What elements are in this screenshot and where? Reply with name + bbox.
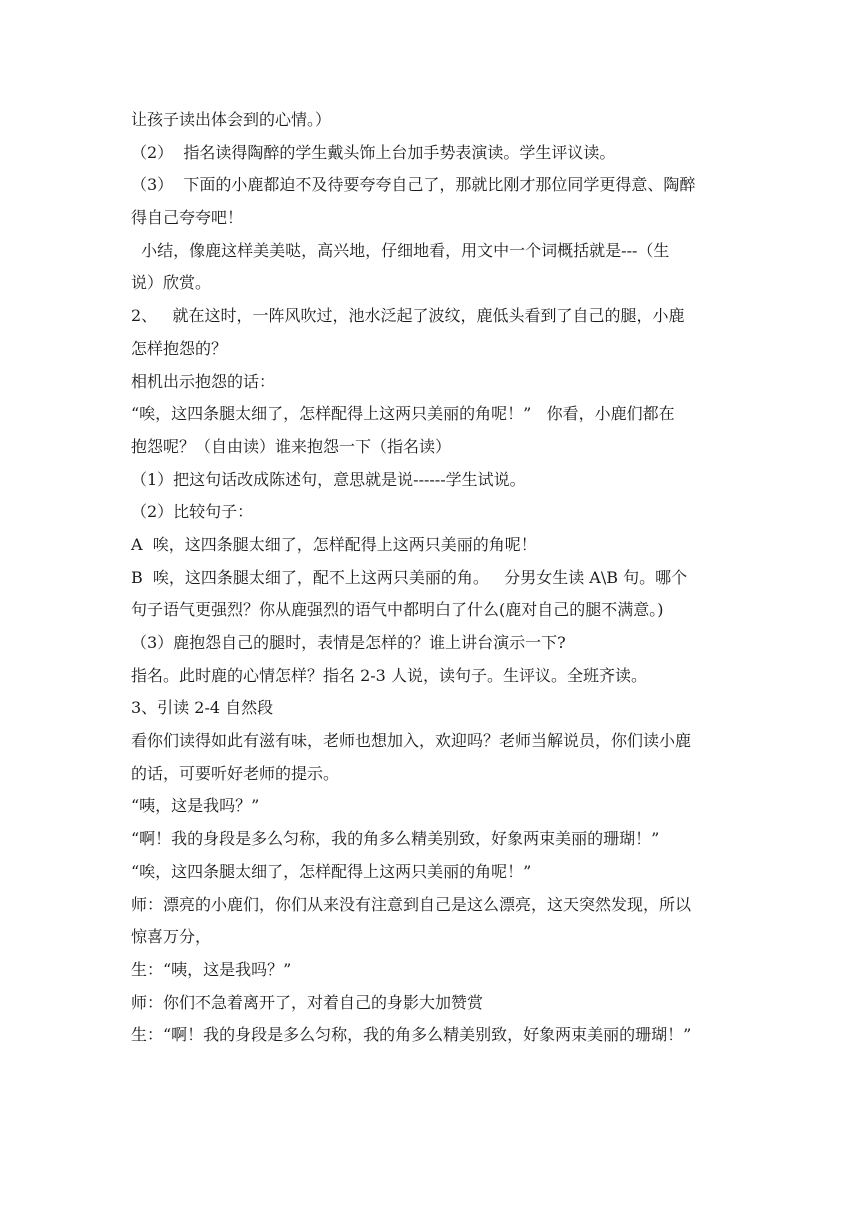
text-line: 2、 就在这时，一阵风吹过，池水泛起了波纹，鹿低头看到了自己的腿，小鹿 bbox=[131, 306, 685, 326]
document-body bbox=[131, 104, 736, 1052]
text-line: 说）欣赏。 bbox=[131, 273, 212, 293]
text-line: 怎样抱怨的？ bbox=[131, 338, 228, 358]
text-line: “唉，这四条腿太细了，怎样配得上这两只美丽的角呢！” bbox=[131, 861, 532, 881]
text-line: 小结，像鹿这样美美哒，高兴地，仔细地看，用文中一个词概括就是---（生 bbox=[131, 240, 670, 260]
text-line: （2）比较句子： bbox=[131, 502, 254, 522]
text-line: 看你们读得如此有滋有味，老师也想加入，欢迎吗？老师当解说员，你们读小鹿 bbox=[131, 731, 692, 751]
text-line: 抱怨呢？（自由读）谁来抱怨一下（指名读） bbox=[131, 436, 452, 456]
text-line: “啊！我的身段是多么匀称，我的角多么精美别致，好象两束美丽的珊瑚！” bbox=[131, 829, 660, 849]
text-line: B 唉，这四条腿太细了，配不上这两只美丽的角。 分男女生读 A\B 句。哪个 bbox=[131, 567, 688, 587]
text-line: （3） 下面的小鹿都迫不及待要夸夸自己了，那就比刚才那位同学更得意、陶醉 bbox=[131, 175, 696, 195]
text-line: 师：漂亮的小鹿们，你们从来没有注意到自己是这么漂亮，这天突然发现，所以 bbox=[131, 894, 692, 914]
text-line: 让孩子读出体会到的心情。） bbox=[131, 110, 332, 129]
text-line: 生：“咦，这是我吗？” bbox=[131, 959, 292, 979]
text-line: 句子语气更强烈？你从鹿强烈的语气中都明白了什么(鹿对自己的腿不满意。) bbox=[131, 600, 664, 620]
text-line: A 唉，这四条腿太细了，怎样配得上这两只美丽的角呢！ bbox=[131, 534, 537, 554]
text-line: 3、引读 2-4 自然段 bbox=[131, 698, 274, 718]
text-line: 指名。此时鹿的心情怎样？指名 2-3 人说，读句子。生评议。全班齐读。 bbox=[131, 665, 647, 685]
text-line: 得自己夸夸吧！ bbox=[131, 208, 244, 228]
text-line: 生：“啊！我的身段是多么匀称，我的角多么精美别致，好象两束美丽的珊瑚！” bbox=[131, 1025, 692, 1045]
text-line: （3）鹿抱怨自己的腿时，表情是怎样的？谁上讲台演示一下? bbox=[131, 633, 566, 652]
text-line: 的话，可要听好老师的提示。 bbox=[131, 763, 340, 783]
text-line: “唉，这四条腿太细了，怎样配得上这两只美丽的角呢！” 你看，小鹿们都在 bbox=[131, 404, 675, 424]
text-line: （2） 指名读得陶醉的学生戴头饰上台加手势表演读。学生评议读。 bbox=[131, 142, 616, 162]
text-line: 相机出示抱怨的话： bbox=[131, 371, 276, 391]
text-line: （1）把这句话改成陈述句，意思就是说------学生试说。 bbox=[131, 469, 526, 489]
text-line: 师：你们不急着离开了，对着自己的身影大加赞赏 bbox=[131, 992, 484, 1012]
text-line: 惊喜万分， bbox=[131, 927, 212, 947]
text-line: “咦，这是我吗？” bbox=[131, 796, 260, 816]
